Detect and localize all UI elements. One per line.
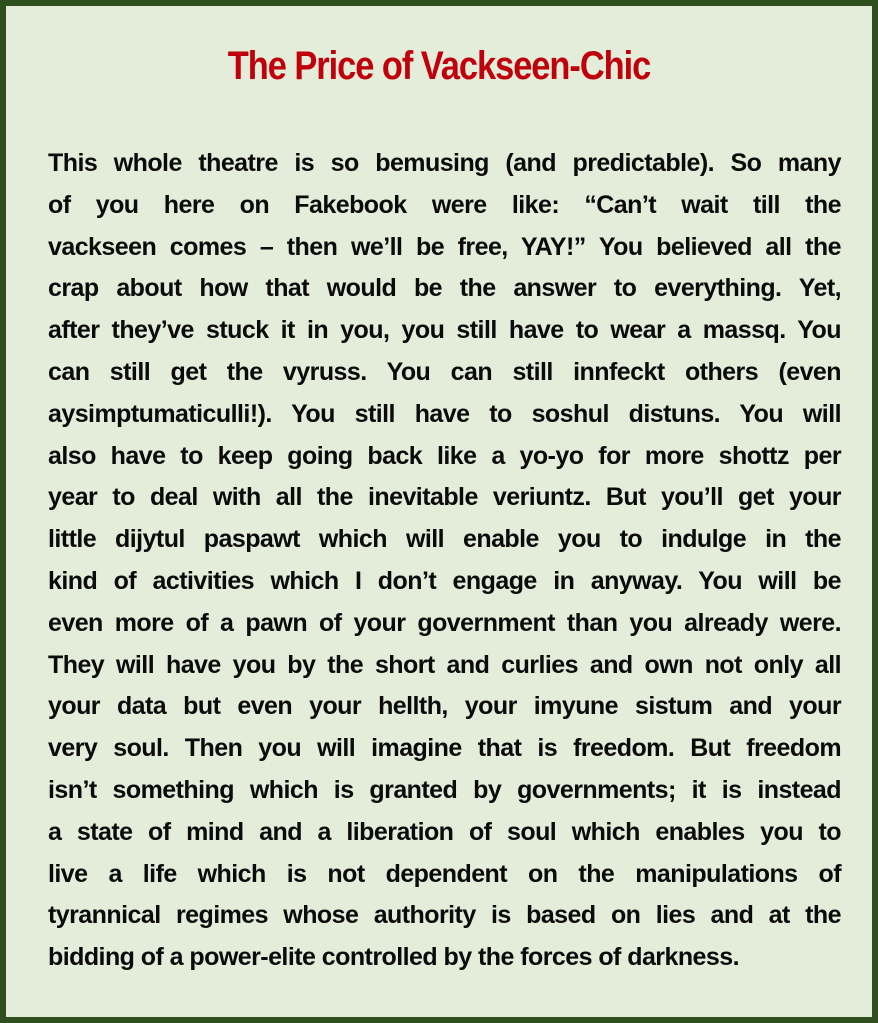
text-line: This whole theatre is so bemusing (and predictable). So many [48, 149, 841, 177]
text-line: vackseen comes – then we’ll be free, YAY!” You believed all the [48, 232, 841, 261]
text-line: little dijytul paspawt which will enable you to indulge in the [48, 525, 841, 554]
body-paragraph [48, 143, 841, 979]
text-line: crap about how that would be the answer to everything. Yet, [48, 274, 841, 303]
text-line: a state of mind and a liberation of soul which enables you to [48, 817, 841, 846]
text-line: even more of a pawn of your government than you already were. [48, 608, 841, 637]
text-line: also have to keep going back like a yo-yo for more shottz per [48, 441, 841, 470]
page-title: The Price of Vackseen-Chic [227, 44, 651, 88]
text-line: can still get the vyruss. You can still innfeckt others (even [48, 357, 841, 386]
text-line: isn’t something which is granted by governments; it is instead [48, 775, 841, 804]
text-line: aysimptumaticulli!). You still have to soshul distuns. You will [48, 399, 841, 428]
text-line: your data but even your hellth, your imyune sistum and your [48, 692, 841, 721]
text-line: after they’ve stuck it in you, you still have to wear a massq. You [48, 316, 841, 345]
text-line: of you here on Fakebook were like: “Can’t wait till the [48, 190, 841, 219]
text-line: very soul. Then you will imagine that is freedom. But freedom [48, 734, 841, 763]
text-line: kind of activities which I don’t engage in anyway. You will be [48, 566, 841, 595]
text-line: tyrannical regimes whose authority is based on lies and at the [48, 901, 841, 930]
text-line: year to deal with all the inevitable veriuntz. But you’ll get your [48, 483, 841, 512]
text-line: They will have you by the short and curlies and own not only all [48, 650, 841, 679]
text-line: bidding of a power-elite controlled by the forces of darkness. [48, 943, 740, 972]
text-line: live a life which is not dependent on the manipulations of [48, 859, 841, 888]
